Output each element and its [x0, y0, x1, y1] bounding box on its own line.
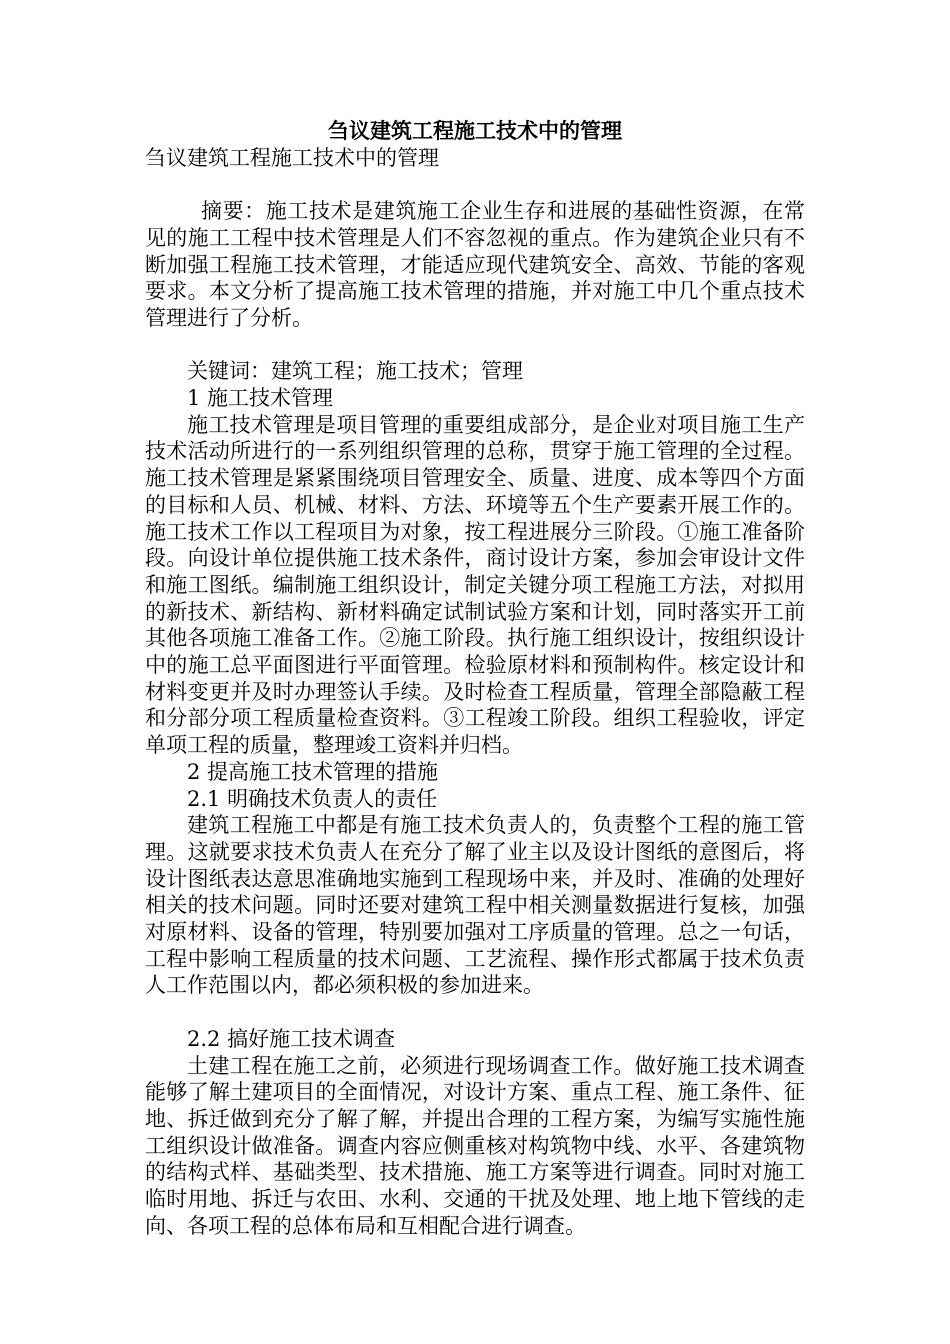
spacer — [145, 999, 805, 1026]
section-1-paragraph: 施工技术管理是项目管理的重要组成部分，是企业对项目施工生产技术活动所进行的一系列组织管理的总称，贯穿于施工管理的全过程。施工技术管理是紧紧围绕项目管理安全、质量、进度、成本等四个方面的目标和人员、机械、材料、方法、环境等五个生产要素开展工作的。施工技术工作以工程项目为对象，按工程进展分三阶段。①施工准备阶段。向设计单位提供施工技术条件，商讨设计方案，参加会审设计文件和施工图纸。编制施工组织设计，制定关键分项工程施工方法，对拟用的新技术、新结构、新材料确定试制试验方案和计划，同时落实开工前其他各项施工准备工作。②施工阶段。执行施工组织设计，按组织设计中的施工总平面图进行平面管理。检验原材料和预制构件。核定设计和材料变更并及时办理签认手续。及时检查工程质量，管理全部隐蔽工程和分部分项工程质量检查资料。③工程竣工阶段。组织工程验收，评定单项工程的质量，整理竣工资料并归档。 — [145, 412, 805, 758]
keywords-line: 关键词：建筑工程；施工技术；管理 — [187, 359, 523, 384]
spacer — [145, 332, 805, 359]
section-2-1-heading: 2.1 明确技术负责人的责任 — [187, 786, 438, 811]
document-title: 刍议建筑工程施工技术中的管理 — [328, 118, 622, 143]
spacer — [145, 171, 805, 198]
section-2-1-paragraph: 建筑工程施工中都是有施工技术负责人的，负责整个工程的施工管理。这就要求技术负责人在充分了解了业主以及设计图纸的意图后，将设计图纸表达意思准确地实施到工程现场中来，并及时、准确的处理好相关的技术问题。同时还要对建筑工程中相关测量数据进行复核，加强对原材料、设备的管理，特别要加强对工序质量的管理。总之一句话，工程中影响工程质量的技术问题、工艺流程、操作形式都属于技术负责人工作范围以内，都必须积极的参加进来。 — [145, 813, 805, 998]
section-2-2-heading: 2.2 搞好施工技术调查 — [187, 1026, 396, 1051]
abstract-paragraph: 摘要：施工技术是建筑施工企业生存和进展的基础性资源，在常见的施工工程中技术管理是人们不容忽视的重点。作为建筑企业只有不断加强工程施工技术管理，才能适应现代建筑安全、高效、节能的客观要求。本文分析了提高施工技术管理的措施，并对施工中几个重点技术管理进行了分析。 — [145, 199, 805, 330]
document-subtitle: 刍议建筑工程施工技术中的管理 — [145, 145, 439, 170]
section-2-heading: 2 提高施工技术管理的措施 — [187, 759, 439, 784]
section-1-heading: 1 施工技术管理 — [187, 386, 334, 410]
document-page — [145, 118, 805, 1239]
section-2-2-paragraph: 土建工程在施工之前，必须进行现场调查工作。做好施工技术调查能够了解土建项目的全面情况，对设计方案、重点工程、施工条件、征地、拆迁做到充分了解了解，并提出合理的工程方案，为编写实施性施工组织设计做准备。调查内容应侧重核对构筑物中线、水平、各建筑物的结构式样、基础类型、技术措施、施工方案等进行调查。同时对施工临时用地、拆迁与农田、水利、交通的干扰及处理、地上地下管线的走向、各项工程的总体布局和互相配合进行调查。 — [145, 1053, 805, 1238]
